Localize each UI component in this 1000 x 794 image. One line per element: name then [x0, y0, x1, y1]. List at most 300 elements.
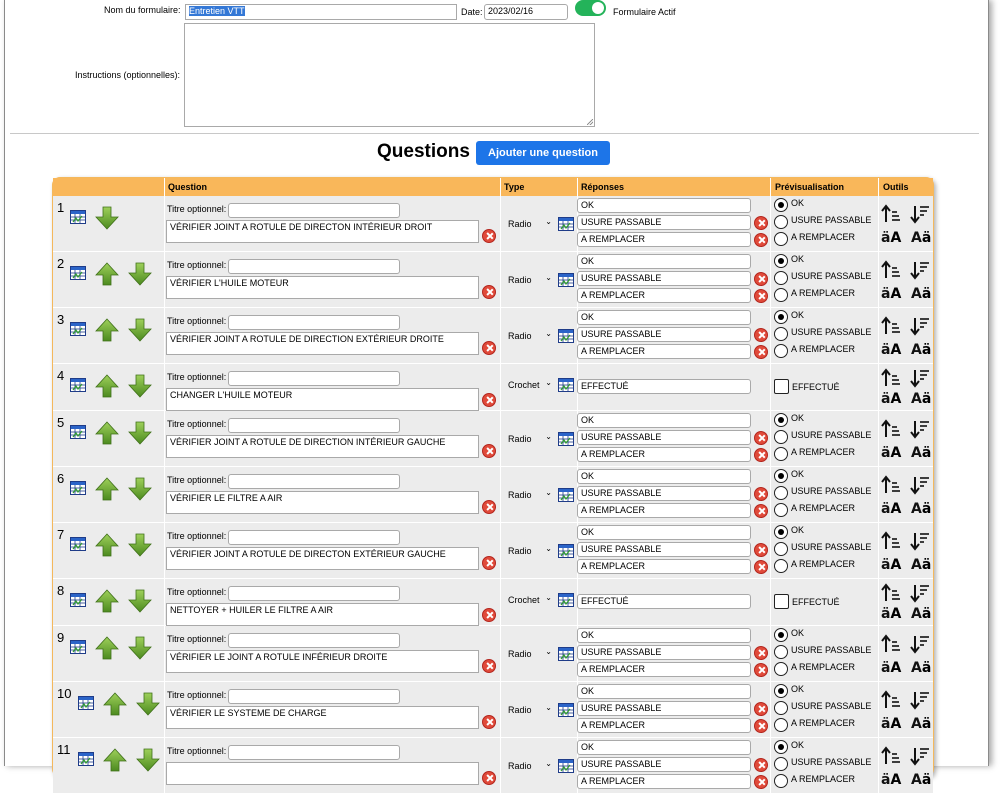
chevron-down-icon: ⌄: [545, 273, 552, 282]
instructions-textarea[interactable]: [184, 23, 595, 127]
grid-edit-icon[interactable]: [70, 593, 86, 610]
delete-answer-icon[interactable]: [754, 758, 768, 772]
optional-title-label: Titre optionnel:: [167, 746, 227, 756]
grid-edit-icon[interactable]: [70, 481, 86, 498]
sort-down-icon[interactable]: [910, 475, 930, 499]
preview-option: [774, 757, 871, 771]
type-select[interactable]: [505, 273, 555, 289]
answer-input[interactable]: A REMPLACER: [577, 559, 751, 574]
grid-edit-icon[interactable]: [70, 322, 86, 339]
uppercase-icon[interactable]: Aä: [911, 772, 932, 788]
preview-option: [774, 254, 804, 268]
uppercase-icon[interactable]: Aä: [911, 606, 932, 622]
preview-radio[interactable]: [774, 215, 788, 229]
grid-answers-icon[interactable]: [558, 329, 574, 346]
grid-edit-icon[interactable]: [70, 537, 86, 554]
move-up-arrow-icon[interactable]: [94, 476, 120, 505]
lowercase-icon[interactable]: äA: [881, 772, 902, 788]
move-top-icon[interactable]: [881, 260, 901, 284]
delete-question-icon[interactable]: [482, 500, 496, 514]
optional-title-label: Titre optionnel:: [167, 475, 227, 485]
move-top-icon[interactable]: [881, 419, 901, 443]
preview-option: [774, 447, 855, 461]
preview-option-label: USURE PASSABLE: [791, 645, 872, 655]
type-select-value: Crochet: [508, 380, 540, 390]
question-text-input[interactable]: VÉRIFIER JOINT A ROTULE DE DIRECTON INTÉRIEUR DROIT: [166, 220, 479, 243]
preview-option-label: A REMPLACER: [791, 232, 856, 242]
move-top-icon[interactable]: [881, 204, 901, 228]
question-text-input[interactable]: NETTOYER + HUILER LE FILTRE A AIR: [166, 603, 479, 626]
preview-option-label: USURE PASSABLE: [791, 701, 872, 711]
question-number: 10: [57, 686, 72, 701]
form-name-input[interactable]: [185, 4, 457, 20]
lowercase-icon[interactable]: äA: [881, 230, 902, 246]
preview-option: [774, 662, 855, 676]
sort-down-icon[interactable]: [910, 260, 930, 284]
preview-radio[interactable]: [774, 198, 788, 212]
move-up-arrow-icon[interactable]: [94, 420, 120, 449]
answer-input[interactable]: A REMPLACER: [577, 288, 751, 303]
question-number: 5: [57, 415, 65, 430]
grid-answers-icon[interactable]: [558, 432, 574, 449]
preview-radio[interactable]: [774, 327, 788, 341]
answer-input[interactable]: A REMPLACER: [577, 662, 751, 677]
preview-option-label: USURE PASSABLE: [791, 430, 872, 440]
question-number: 11: [57, 742, 71, 757]
answer-input[interactable]: EFFECTUÉ: [577, 594, 751, 609]
move-top-icon[interactable]: [881, 531, 901, 555]
answer-input[interactable]: OK: [577, 628, 751, 643]
delete-answer-icon[interactable]: [754, 328, 768, 342]
question-text-input[interactable]: VÉRIFIER JOINT A ROTULE DE DIRECTON EXTÉRIEUR GAUCHE: [166, 547, 479, 570]
preview-checkbox[interactable]: [774, 594, 789, 609]
delete-answer-icon[interactable]: [754, 646, 768, 660]
preview-radio[interactable]: [774, 525, 788, 539]
preview-option: [774, 542, 871, 556]
delete-question-icon[interactable]: [482, 341, 496, 355]
preview-option-label: USURE PASSABLE: [791, 486, 872, 496]
preview-option-label: EFFECTUÉ: [792, 596, 840, 607]
preview-option: [774, 525, 804, 539]
lowercase-icon[interactable]: äA: [881, 557, 902, 573]
chevron-down-icon: ⌄: [545, 703, 552, 712]
preview-option: [774, 198, 804, 212]
preview-option: [774, 288, 855, 302]
grid-answers-icon[interactable]: [558, 759, 574, 776]
answer-input[interactable]: USURE PASSABLE: [577, 757, 751, 772]
preview-option-label: OK: [791, 740, 805, 750]
preview-option-label: USURE PASSABLE: [791, 327, 872, 337]
preview-option-label: OK: [791, 525, 805, 535]
delete-answer-icon[interactable]: [754, 448, 768, 462]
move-top-icon[interactable]: [881, 475, 901, 499]
preview-radio[interactable]: [774, 628, 788, 642]
answer-input[interactable]: A REMPLACER: [577, 447, 751, 462]
type-select-value: Radio: [508, 761, 532, 771]
preview-option: [774, 310, 804, 324]
questions-title: Questions: [377, 141, 470, 162]
move-down-arrow-icon[interactable]: [127, 588, 153, 617]
sort-down-icon[interactable]: [910, 583, 930, 607]
type-select[interactable]: [505, 378, 555, 394]
type-select[interactable]: [505, 647, 555, 663]
move-down-arrow-icon[interactable]: [135, 747, 161, 776]
preview-radio[interactable]: [774, 344, 788, 358]
answer-input[interactable]: USURE PASSABLE: [577, 645, 751, 660]
instructions-label: Instructions (optionnelles):: [75, 70, 181, 80]
preview-radio[interactable]: [774, 447, 788, 461]
question-number: 9: [57, 630, 65, 645]
preview-option-label: OK: [791, 628, 805, 638]
delete-answer-icon[interactable]: [754, 504, 768, 518]
lowercase-icon[interactable]: äA: [881, 660, 902, 676]
move-down-arrow-icon[interactable]: [127, 532, 153, 561]
uppercase-icon[interactable]: Aä: [911, 501, 932, 517]
optional-title-input[interactable]: [228, 371, 400, 386]
optional-title-input[interactable]: [228, 530, 400, 545]
question-text-input[interactable]: VÉRIFIER LE JOINT A ROTULE INFÉRIEUR DROITE: [166, 650, 479, 673]
grid-answers-icon[interactable]: [558, 273, 574, 290]
chevron-down-icon: ⌄: [545, 647, 552, 656]
type-select[interactable]: [505, 703, 555, 719]
delete-question-icon[interactable]: [482, 715, 496, 729]
question-number: 7: [57, 527, 65, 542]
questions-table: [52, 177, 934, 788]
optional-title-input[interactable]: [228, 418, 400, 433]
answer-input[interactable]: A REMPLACER: [577, 774, 751, 789]
type-select[interactable]: [505, 544, 555, 560]
question-number: 6: [57, 471, 65, 486]
preview-radio[interactable]: [774, 503, 788, 517]
grid-answers-icon[interactable]: [558, 647, 574, 664]
uppercase-icon[interactable]: Aä: [911, 342, 932, 358]
uppercase-icon[interactable]: Aä: [911, 660, 932, 676]
move-top-icon[interactable]: [881, 368, 901, 392]
answer-input[interactable]: USURE PASSABLE: [577, 701, 751, 716]
optional-title-input[interactable]: [228, 745, 400, 760]
type-select-value: Radio: [508, 275, 532, 285]
delete-question-icon[interactable]: [482, 285, 496, 299]
move-top-icon[interactable]: [881, 583, 901, 607]
optional-title-input[interactable]: [228, 586, 400, 601]
preview-option: [774, 271, 871, 285]
answer-input[interactable]: OK: [577, 469, 751, 484]
header-question: Question: [168, 182, 208, 192]
preview-option: [774, 645, 871, 659]
answer-input[interactable]: A REMPLACER: [577, 232, 751, 247]
preview-option-label: OK: [791, 310, 805, 320]
question-row: [53, 364, 933, 410]
type-select[interactable]: [505, 329, 555, 345]
sort-down-icon[interactable]: [910, 368, 930, 392]
optional-title-input[interactable]: [228, 474, 400, 489]
sort-down-icon[interactable]: [910, 316, 930, 340]
preview-radio[interactable]: [774, 310, 788, 324]
answer-input[interactable]: A REMPLACER: [577, 344, 751, 359]
preview-radio[interactable]: [774, 684, 788, 698]
preview-option-label: OK: [791, 254, 805, 264]
delete-question-icon[interactable]: [482, 444, 496, 458]
type-select[interactable]: [505, 759, 555, 775]
question-text-input[interactable]: VÉRIFIER JOINT A ROTULE DE DIRECTION EXTÉRIEUR DROITE: [166, 332, 479, 355]
delete-answer-icon[interactable]: [754, 431, 768, 445]
preview-radio[interactable]: [774, 718, 788, 732]
answer-input[interactable]: OK: [577, 740, 751, 755]
preview-option-label: A REMPLACER: [791, 503, 856, 513]
preview-checkbox[interactable]: [774, 379, 789, 394]
grid-edit-icon[interactable]: [78, 696, 94, 713]
grid-edit-icon[interactable]: [70, 210, 86, 227]
delete-question-icon[interactable]: [482, 556, 496, 570]
answer-input[interactable]: OK: [577, 310, 751, 325]
question-text-input[interactable]: VÉRIFIER LE SYSTEME DE CHARGE: [166, 706, 479, 729]
question-text-input[interactable]: VÉRIFIER JOINT A ROTULE DE DIRECTION INTÉRIEUR GAUCHE: [166, 435, 479, 458]
sort-down-icon[interactable]: [910, 419, 930, 443]
optional-title-input[interactable]: [228, 315, 400, 330]
add-question-button[interactable]: Ajouter une question: [476, 141, 610, 165]
answer-input[interactable]: A REMPLACER: [577, 718, 751, 733]
preview-radio[interactable]: [774, 740, 788, 754]
move-up-arrow-icon[interactable]: [94, 261, 120, 290]
lowercase-icon[interactable]: äA: [881, 391, 902, 407]
preview-option-label: A REMPLACER: [791, 718, 856, 728]
delete-answer-icon[interactable]: [754, 543, 768, 557]
answer-input[interactable]: A REMPLACER: [577, 503, 751, 518]
preview-option: [774, 684, 804, 698]
uppercase-icon[interactable]: Aä: [911, 557, 932, 573]
preview-option-label: OK: [791, 684, 805, 694]
preview-radio[interactable]: [774, 486, 788, 500]
question-row: [53, 626, 933, 681]
move-down-arrow-icon[interactable]: [127, 635, 153, 664]
preview-radio[interactable]: [774, 288, 788, 302]
type-select[interactable]: [505, 217, 555, 233]
preview-option-label: OK: [791, 198, 805, 208]
optional-title-input[interactable]: [228, 259, 400, 274]
delete-answer-icon[interactable]: [754, 233, 768, 247]
preview-option: [774, 718, 855, 732]
type-select-value: Radio: [508, 219, 532, 229]
answer-input[interactable]: USURE PASSABLE: [577, 430, 751, 445]
move-down-arrow-icon[interactable]: [135, 691, 161, 720]
preview-option-label: A REMPLACER: [791, 288, 856, 298]
type-select-value: Crochet: [508, 595, 540, 605]
preview-radio[interactable]: [774, 232, 788, 246]
answer-input[interactable]: OK: [577, 684, 751, 699]
grid-edit-icon[interactable]: [70, 640, 86, 657]
grid-answers-icon[interactable]: [558, 593, 574, 610]
move-down-arrow-icon[interactable]: [127, 317, 153, 346]
lowercase-icon[interactable]: äA: [881, 606, 902, 622]
lowercase-icon[interactable]: äA: [881, 501, 902, 517]
answer-input[interactable]: OK: [577, 254, 751, 269]
move-down-arrow-icon[interactable]: [127, 261, 153, 290]
move-up-arrow-icon[interactable]: [102, 691, 128, 720]
preview-option-label: A REMPLACER: [791, 447, 856, 457]
optional-title-label: Titre optionnel:: [167, 419, 227, 429]
answer-input[interactable]: EFFECTUÉ: [577, 379, 751, 394]
preview-radio[interactable]: [774, 413, 788, 427]
move-top-icon[interactable]: [881, 634, 901, 658]
type-select-value: Radio: [508, 649, 532, 659]
delete-answer-icon[interactable]: [754, 775, 768, 789]
active-label: Formulaire Actif: [613, 7, 676, 17]
question-text-input[interactable]: VÉRIFIER L'HUILE MOTEUR: [166, 276, 479, 299]
grid-answers-icon[interactable]: [558, 544, 574, 561]
preview-radio[interactable]: [774, 430, 788, 444]
grid-answers-icon[interactable]: [558, 703, 574, 720]
sort-down-icon[interactable]: [910, 204, 930, 228]
move-down-arrow-icon[interactable]: [127, 373, 153, 402]
preview-option-label: USURE PASSABLE: [791, 757, 872, 767]
preview-radio[interactable]: [774, 469, 788, 483]
preview-radio[interactable]: [774, 645, 788, 659]
sort-down-icon[interactable]: [910, 531, 930, 555]
type-select[interactable]: [505, 432, 555, 448]
preview-radio[interactable]: [774, 559, 788, 573]
preview-radio[interactable]: [774, 542, 788, 556]
delete-answer-icon[interactable]: [754, 272, 768, 286]
sort-down-icon[interactable]: [910, 634, 930, 658]
preview-radio[interactable]: [774, 662, 788, 676]
preview-radio[interactable]: [774, 774, 788, 788]
grid-edit-icon[interactable]: [70, 266, 86, 283]
question-row: [53, 467, 933, 522]
uppercase-icon[interactable]: Aä: [911, 445, 932, 461]
move-top-icon[interactable]: [881, 690, 901, 714]
delete-answer-icon[interactable]: [754, 560, 768, 574]
move-up-arrow-icon[interactable]: [102, 747, 128, 776]
delete-answer-icon[interactable]: [754, 702, 768, 716]
answer-input[interactable]: OK: [577, 525, 751, 540]
answer-input[interactable]: OK: [577, 413, 751, 428]
form-name-label: Nom du formulaire:: [104, 5, 181, 15]
question-text-input[interactable]: CHANGER L'HUILE MOTEUR: [166, 388, 479, 411]
uppercase-icon[interactable]: Aä: [911, 230, 932, 246]
move-top-icon[interactable]: [881, 316, 901, 340]
question-number: 8: [57, 583, 65, 598]
move-down-arrow-icon[interactable]: [127, 420, 153, 449]
answer-input[interactable]: OK: [577, 198, 751, 213]
preview-option: [774, 628, 804, 642]
type-select[interactable]: [505, 593, 555, 609]
move-up-arrow-icon[interactable]: [94, 373, 120, 402]
preview-option: [774, 413, 804, 427]
grid-answers-icon[interactable]: [558, 378, 574, 395]
grid-edit-icon[interactable]: [70, 378, 86, 395]
delete-answer-icon[interactable]: [754, 663, 768, 677]
sort-down-icon[interactable]: [910, 690, 930, 714]
answer-input[interactable]: USURE PASSABLE: [577, 486, 751, 501]
preview-option-label: OK: [791, 469, 805, 479]
delete-question-icon[interactable]: [482, 229, 496, 243]
move-up-arrow-icon[interactable]: [94, 532, 120, 561]
optional-title-label: Titre optionnel:: [167, 372, 227, 382]
question-row: [53, 196, 933, 251]
lowercase-icon[interactable]: äA: [881, 342, 902, 358]
delete-question-icon[interactable]: [482, 771, 496, 785]
preview-option-label: USURE PASSABLE: [791, 271, 872, 281]
preview-option-label: EFFECTUÉ: [792, 381, 840, 392]
uppercase-icon[interactable]: Aä: [911, 716, 932, 732]
move-up-arrow-icon[interactable]: [94, 635, 120, 664]
optional-title-label: Titre optionnel:: [167, 204, 227, 214]
grid-edit-icon[interactable]: [78, 752, 94, 769]
delete-question-icon[interactable]: [482, 393, 496, 407]
preview-option-label: A REMPLACER: [791, 344, 856, 354]
preview-option-label: A REMPLACER: [791, 559, 856, 569]
answer-input[interactable]: USURE PASSABLE: [577, 271, 751, 286]
preview-option: [774, 430, 871, 444]
resize-grip-icon[interactable]: [587, 119, 593, 125]
delete-answer-icon[interactable]: [754, 216, 768, 230]
type-select[interactable]: [505, 488, 555, 504]
preview-option-label: OK: [791, 413, 805, 423]
question-number: 4: [57, 368, 65, 383]
answer-input[interactable]: USURE PASSABLE: [577, 327, 751, 342]
header-previsualisation: Prévisualisation: [775, 182, 845, 192]
move-up-arrow-icon[interactable]: [94, 588, 120, 617]
delete-question-icon[interactable]: [482, 608, 496, 622]
answer-input[interactable]: USURE PASSABLE: [577, 215, 751, 230]
date-input[interactable]: 2023/02/16: [484, 4, 568, 20]
active-toggle[interactable]: [575, 0, 606, 16]
preview-option: [774, 559, 855, 573]
question-text-input[interactable]: VÉRIFIER LE FILTRE A AIR: [166, 491, 479, 514]
preview-radio[interactable]: [774, 254, 788, 268]
delete-answer-icon[interactable]: [754, 345, 768, 359]
uppercase-icon[interactable]: Aä: [911, 286, 932, 302]
preview-option: [774, 344, 855, 358]
move-down-arrow-icon[interactable]: [94, 205, 120, 234]
divider: [10, 133, 979, 134]
preview-radio[interactable]: [774, 701, 788, 715]
grid-edit-icon[interactable]: [70, 425, 86, 442]
delete-answer-icon[interactable]: [754, 719, 768, 733]
optional-title-label: Titre optionnel:: [167, 260, 227, 270]
lowercase-icon[interactable]: äA: [881, 716, 902, 732]
sort-down-icon[interactable]: [910, 746, 930, 770]
optional-title-input[interactable]: [228, 203, 400, 218]
question-number: 2: [57, 256, 65, 271]
preview-option-label: USURE PASSABLE: [791, 542, 872, 552]
chevron-down-icon: ⌄: [545, 329, 552, 338]
preview-radio[interactable]: [774, 271, 788, 285]
uppercase-icon[interactable]: Aä: [911, 391, 932, 407]
delete-answer-icon[interactable]: [754, 289, 768, 303]
lowercase-icon[interactable]: äA: [881, 445, 902, 461]
move-up-arrow-icon[interactable]: [94, 317, 120, 346]
table-header: [53, 178, 933, 196]
optional-title-input[interactable]: [228, 633, 400, 648]
chevron-down-icon: ⌄: [545, 759, 552, 768]
header-outils: Outils: [883, 182, 909, 192]
delete-question-icon[interactable]: [482, 659, 496, 673]
grid-answers-icon[interactable]: [558, 217, 574, 234]
preview-radio[interactable]: [774, 757, 788, 771]
optional-title-input[interactable]: [228, 689, 400, 704]
question-text-input[interactable]: [166, 762, 479, 785]
type-select-value: Radio: [508, 705, 532, 715]
lowercase-icon[interactable]: äA: [881, 286, 902, 302]
optional-title-label: Titre optionnel:: [167, 531, 227, 541]
delete-answer-icon[interactable]: [754, 487, 768, 501]
preview-option-label: A REMPLACER: [791, 774, 856, 784]
move-down-arrow-icon[interactable]: [127, 476, 153, 505]
move-top-icon[interactable]: [881, 746, 901, 770]
answer-input[interactable]: USURE PASSABLE: [577, 542, 751, 557]
grid-answers-icon[interactable]: [558, 488, 574, 505]
